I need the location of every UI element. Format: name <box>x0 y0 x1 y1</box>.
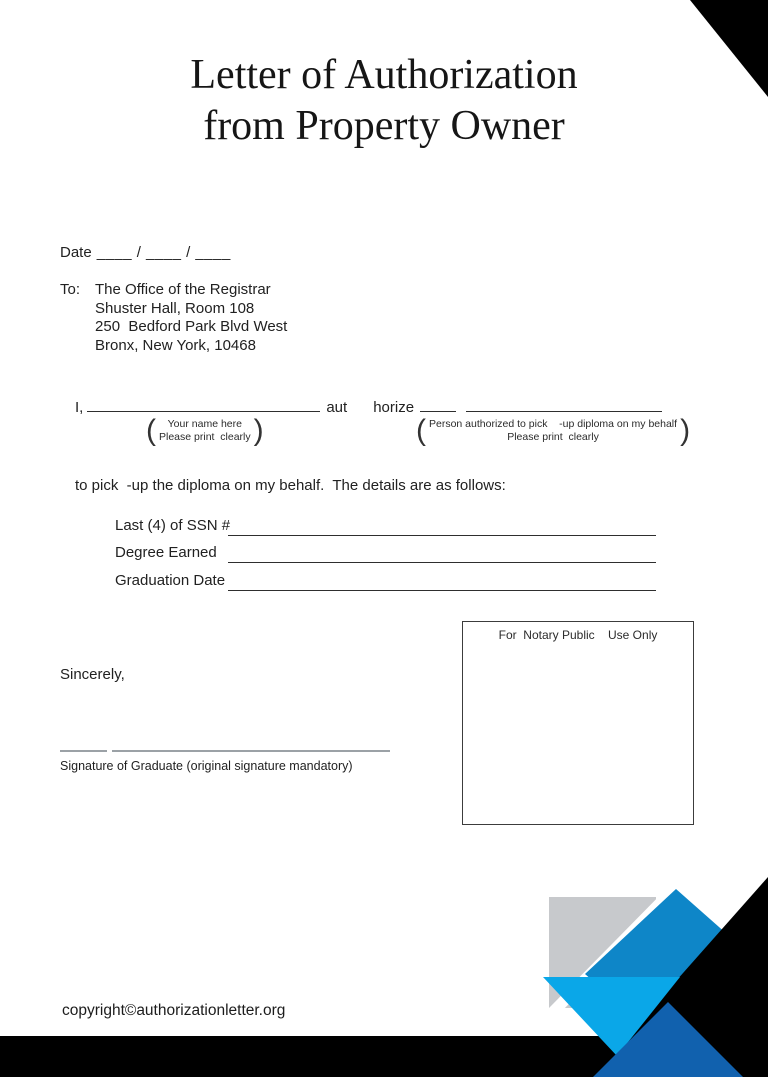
degree-field-blank[interactable] <box>228 562 656 563</box>
graduation-date-field-blank[interactable] <box>228 590 656 591</box>
decor-gray-square <box>549 897 656 1008</box>
ssn-field-label: Last (4) of SSN # <box>115 516 231 534</box>
agent-hint <box>416 414 691 447</box>
form-field-row <box>115 540 656 568</box>
graduation-date-field-label: Graduation Date <box>115 571 226 589</box>
hint-line: Please print clearly <box>159 431 251 443</box>
hint-line: Person authorized to pick -up diploma on my behalf <box>429 418 678 430</box>
to-label: To: <box>60 281 81 298</box>
open-paren-icon: ( <box>416 414 426 447</box>
signature-line-short[interactable] <box>60 750 107 752</box>
decor-blue-diamond <box>585 889 768 1056</box>
authorization-line <box>75 398 662 417</box>
close-paren-icon: ) <box>680 414 691 447</box>
hint-line: Please print clearly <box>507 431 599 443</box>
recipient-block <box>60 281 287 355</box>
sincerely-text: Sincerely, <box>60 666 125 683</box>
auth-word-horize: horize <box>373 399 415 416</box>
degree-field-label: Degree Earned <box>115 544 217 561</box>
form-field-row <box>115 567 656 595</box>
decor-bottom-bar <box>0 1036 768 1077</box>
decor-black-corner-bottom <box>591 877 768 1077</box>
address-line: 250 Bedford Park Blvd West <box>95 318 288 335</box>
close-paren-icon: ) <box>253 414 264 447</box>
address-line: Bronx, New York, 10468 <box>95 336 256 354</box>
details-fields <box>115 512 656 595</box>
auth-word-aut: aut <box>326 399 348 416</box>
agent-hint-text <box>429 418 677 444</box>
signature-caption: Signature of Graduate (original signature mandatory) <box>60 759 353 773</box>
short-blank[interactable] <box>420 398 456 412</box>
decor-dark-blue-triangle <box>593 1002 743 1077</box>
ssn-field-blank[interactable] <box>228 535 656 536</box>
decor-cyan-triangle <box>543 977 680 1056</box>
title-line-2: from Property Owner <box>203 103 565 149</box>
date-row <box>60 244 231 262</box>
graduate-name-blank[interactable] <box>87 398 320 412</box>
form-field-row <box>115 512 656 540</box>
date-blank-fields[interactable]: ____ / ____ / ____ <box>96 244 231 261</box>
signature-line-long[interactable] <box>112 750 390 752</box>
recipient-address <box>95 281 287 355</box>
copyright-text: copyright©authorizationletter.org <box>62 1002 286 1019</box>
date-label: Date <box>60 244 92 261</box>
hint-line: Your name here <box>167 418 242 430</box>
address-line: Shuster Hall, Room 108 <box>95 299 255 317</box>
name-hint-text <box>159 418 251 444</box>
decor-white-stripe <box>549 884 679 1016</box>
notary-box-title: For Notary Public Use Only <box>498 628 658 642</box>
name-hint <box>146 414 264 447</box>
open-paren-icon: ( <box>146 414 156 447</box>
address-line: The Office of the Registrar <box>95 281 271 298</box>
pickup-sentence: to pick -up the diploma on my behalf. The details are as follows: <box>75 477 506 494</box>
title-line-1: Letter of Authorization <box>190 52 578 98</box>
auth-prefix: I, <box>75 399 84 416</box>
notary-box <box>462 621 694 825</box>
document-title <box>0 50 768 152</box>
authorized-person-blank[interactable] <box>466 398 662 412</box>
